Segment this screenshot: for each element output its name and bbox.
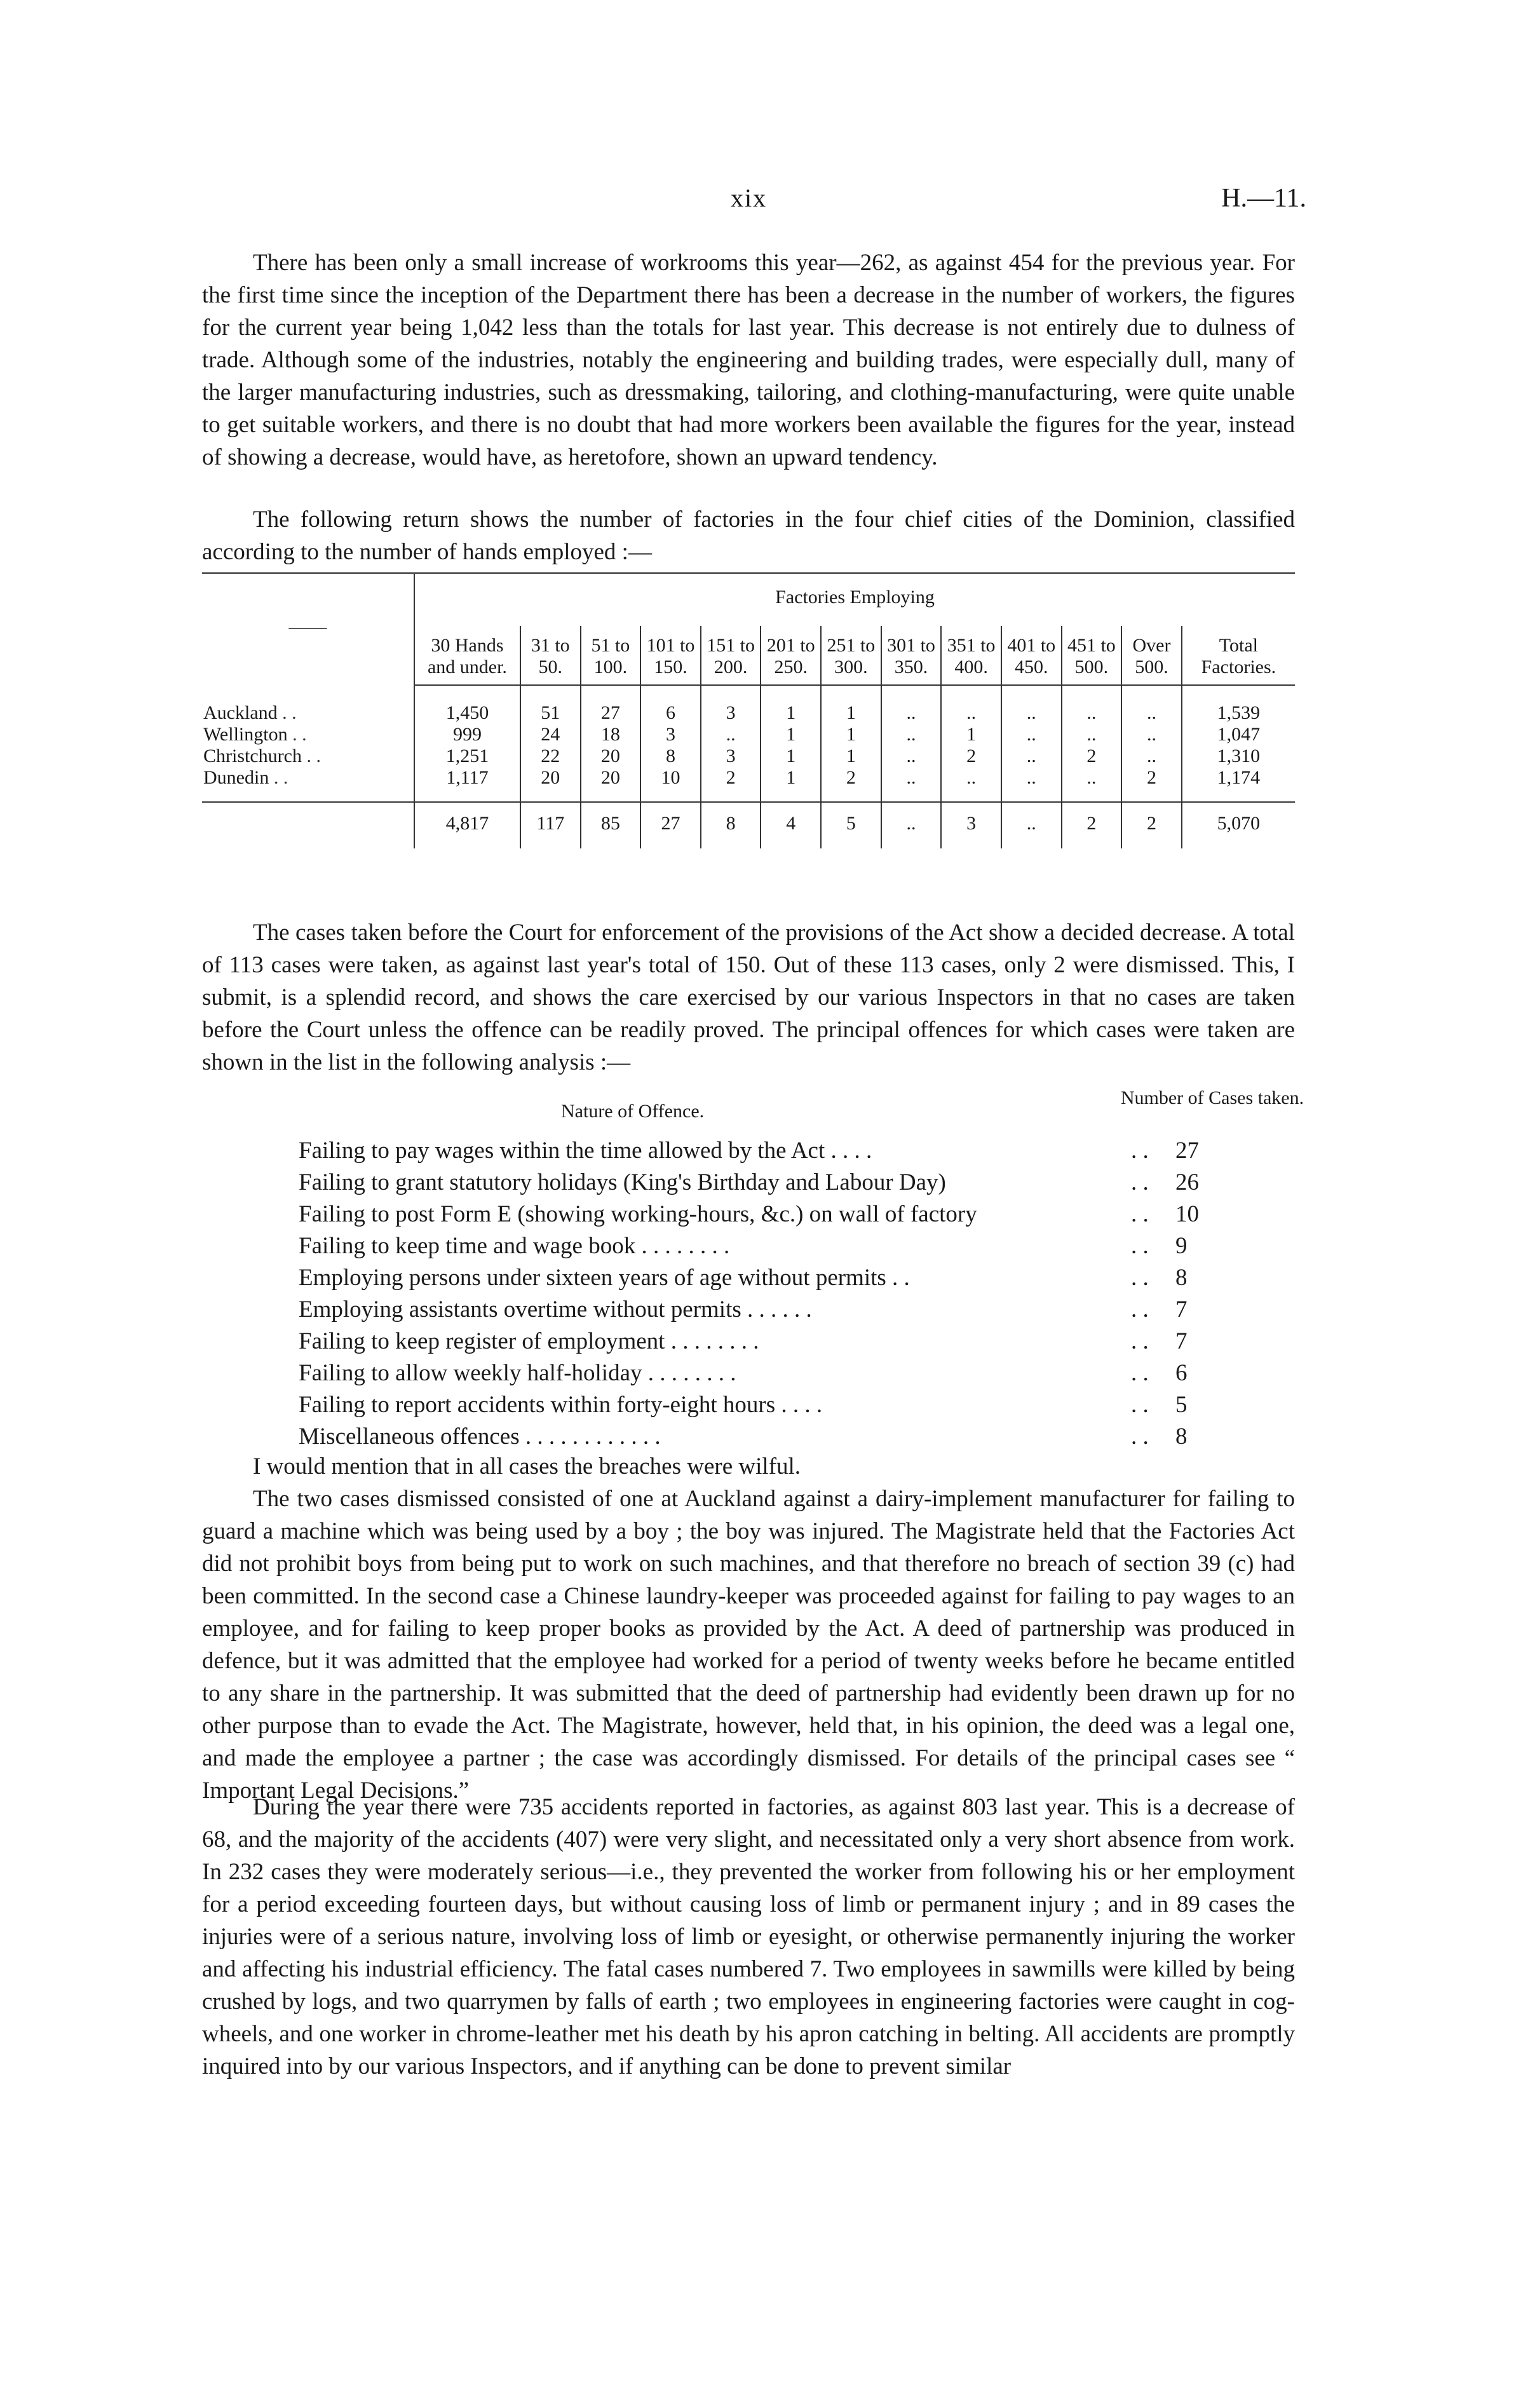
leader-dots: . .	[1131, 1233, 1149, 1259]
table-cell: 2	[1062, 745, 1122, 767]
column-header: 401 to 450.	[1001, 626, 1062, 685]
table-row	[202, 767, 1295, 789]
table-cell: ..	[1001, 685, 1062, 724]
column-header: 201 to 250.	[761, 626, 821, 685]
city-cell: Christchurch . .	[203, 745, 321, 766]
table-cell: ..	[1121, 724, 1182, 745]
return-intro-paragraph	[202, 503, 1295, 568]
table-cell: ..	[881, 745, 942, 767]
accidents-text: During the year there were 735 accidents reported in factories, as against 803 last year. This is a decrease of 68, and the majority of the accidents (407) were very slight, and necessitated only a very short absence from work. In 232 cases they were moderately serious—i.e., they prevented the worker from following his or her employment for a period exceeding fourteen days, but without causing loss of limb or permanent injury ; and in 89 cases the injuries were of a serious nature, involving loss of limb or eyesight, or otherwise permanently injuring the worker and affecting his industrial efficiency. The fatal cases numbered 7. Two employees in sawmills were killed by being crushed by logs, and two quarrymen by falls of earth ; two employees in engineering factories were caught in cog-wheels, and one worker in chrome-leather met his death by his apron catching in belting. All accidents are promptly inquired into by our various Inspectors, and if anything can be done to prevent similar	[202, 1794, 1295, 2079]
offence-count: 8	[1175, 1265, 1188, 1291]
intro-paragraph	[202, 247, 1295, 473]
list-item	[299, 1294, 1258, 1326]
table-cell: 18	[581, 724, 641, 745]
dismissed-cases-text: The two cases dismissed consisted of one at Auckland against a dairy-implement manufacturer for failing to guard a machine which was being used by a boy ; the boy was injured. The Magistrate held that the Factories Act did not prohibit boys from being put to work on such machines, and that therefore no breach of section 39 (c) had been committed. In the second case a Chinese laundry-keeper was proceeded against for failing to pay wages to an employee, and for failing to keep proper books as provided by the Act. A deed of partnership was produced in defence, but it was admitted that the employee had worked for a period of twenty weeks before he became entitled to any share in the partnership. It was submitted that the deed of partnership had evidently been drawn up for no other purpose than to evade the Act. The Magistrate, however, held that, in his opinion, the deed was a legal one, and made the employee a partner ; the case was accordingly dismissed. For details of the principal cases see “ Important Legal Decisions.”	[202, 1486, 1295, 1804]
list-item	[299, 1389, 1258, 1421]
table-cell: ..	[1121, 685, 1182, 724]
totals-cell: 2	[1121, 802, 1182, 848]
offence-count: 7	[1175, 1296, 1188, 1323]
offence-label: Failing to keep time and wage book . . . . . . . .	[299, 1233, 730, 1259]
leader-dots: . .	[1131, 1169, 1149, 1195]
table-cell: ..	[1001, 724, 1062, 745]
leader-dots: . .	[1131, 1424, 1149, 1450]
table-cell: 1	[761, 685, 821, 724]
column-header: 351 to 400.	[941, 626, 1001, 685]
table-row	[202, 724, 1295, 745]
offence-label: Failing to post Form E (showing working-hours, &c.) on wall of factory	[299, 1201, 977, 1227]
leader-dots: . .	[1131, 1392, 1149, 1418]
total-cell: 1,174	[1182, 767, 1295, 789]
offence-nature-header: Nature of Offence.	[561, 1101, 705, 1122]
offence-count: 9	[1175, 1233, 1188, 1259]
totals-cell: 117	[520, 802, 581, 848]
totals-cell: 27	[640, 802, 701, 848]
offences-list	[299, 1135, 1258, 1453]
table-cell: 1	[941, 724, 1001, 745]
table-cell: 1,117	[414, 767, 520, 789]
totals-row	[202, 802, 1295, 848]
table-cell: 1,450	[414, 685, 520, 724]
table-cell: ..	[941, 767, 1001, 789]
table-cell: ..	[1062, 724, 1122, 745]
table-cell: 27	[581, 685, 641, 724]
offence-label: Failing to report accidents within forty-eight hours . . . .	[299, 1392, 823, 1418]
table-cell: ..	[1121, 745, 1182, 767]
leader-dots: . .	[1131, 1265, 1149, 1291]
totals-cell: ..	[881, 802, 942, 848]
accidents-paragraph	[202, 1791, 1295, 2083]
column-header: Over 500.	[1121, 626, 1182, 685]
city-cell: Dunedin . .	[203, 767, 288, 788]
offence-label: Failing to grant statutory holidays (King's Birthday and Labour Day)	[299, 1169, 946, 1195]
leader-dots: . .	[1131, 1296, 1149, 1323]
leader-dots: . .	[1131, 1201, 1149, 1227]
table-cell: ..	[1001, 767, 1062, 789]
column-header: 101 to 150.	[640, 626, 701, 685]
cases-paragraph	[202, 916, 1295, 1078]
offence-label: Miscellaneous offences . . . . . . . . . . . .	[299, 1424, 661, 1450]
offence-count: 8	[1175, 1424, 1188, 1450]
table-cell: 6	[640, 685, 701, 724]
column-header: 301 to 350.	[881, 626, 942, 685]
totals-cell: 8	[701, 802, 761, 848]
table-cell: ..	[881, 685, 942, 724]
table-cell: 999	[414, 724, 520, 745]
total-cell: 1,047	[1182, 724, 1295, 745]
table-cell: 2	[701, 767, 761, 789]
offence-label: Employing assistants overtime without permits . . . . . .	[299, 1296, 812, 1323]
table-cell: 2	[1121, 767, 1182, 789]
totals-label-cell	[202, 802, 414, 848]
offence-count: 27	[1175, 1138, 1199, 1164]
table-cell: ..	[881, 724, 942, 745]
list-item	[299, 1230, 1258, 1262]
table-cell: 1,251	[414, 745, 520, 767]
dismissed-cases-paragraph	[202, 1483, 1295, 1807]
cases-text: The cases taken before the Court for enforcement of the provisions of the Act show a decided decrease. A total of 113 cases were taken, as against last year's total of 150. Out of these 113 cases, only 2 were dismissed. This, I submit, is a splendid record, and shows the care exercised by our various Inspectors in that no cases are taken before the Court unless the offence can be readily proved. The principal offences for which cases were taken are shown in the list in the following analysis :—	[202, 920, 1295, 1075]
totals-cell: 4	[761, 802, 821, 848]
offence-count: 10	[1175, 1201, 1199, 1227]
table-cell: ..	[1062, 685, 1122, 724]
totals-cell: 5	[821, 802, 881, 848]
table-cell: 3	[640, 724, 701, 745]
total-cell: 1,310	[1182, 745, 1295, 767]
grand-total-cell: 5,070	[1182, 802, 1295, 848]
column-header: 251 to 300.	[821, 626, 881, 685]
list-item	[299, 1135, 1258, 1167]
factories-employing-header: Factories Employing	[414, 573, 1295, 627]
list-item	[299, 1167, 1258, 1199]
column-header: 51 to 100.	[581, 626, 641, 685]
wilful-text: I would mention that in all cases the breaches were wilful.	[253, 1453, 801, 1479]
totals-cell: 2	[1062, 802, 1122, 848]
document-code: H.—11.	[1221, 184, 1306, 213]
total-cell: 1,539	[1182, 685, 1295, 724]
table-cell: ..	[1062, 767, 1122, 789]
table-row	[202, 745, 1295, 767]
offence-label: Failing to keep register of employment . . . . . . . .	[299, 1328, 759, 1354]
table-cell: 20	[581, 767, 641, 789]
totals-cell: ..	[1001, 802, 1062, 848]
leader-dots: . .	[1131, 1360, 1149, 1386]
offence-count-header: Number of Cases taken.	[1120, 1087, 1304, 1108]
page-header	[0, 183, 1516, 221]
table-cell: 24	[520, 724, 581, 745]
offence-count: 6	[1175, 1360, 1188, 1386]
table-cell: 10	[640, 767, 701, 789]
blank-column-header: ——	[202, 573, 414, 686]
return-intro-text: The following return shows the number of factories in the four chief cities of the Dominion, classified according to the number of hands employed :—	[202, 507, 1295, 565]
column-header: 31 to 50.	[520, 626, 581, 685]
page-number: xix	[731, 184, 768, 212]
table-cell: ..	[701, 724, 761, 745]
table-cell: 2	[821, 767, 881, 789]
intro-text: There has been only a small increase of workrooms this year—262, as against 454 for the previous year. For the first time since the inception of the Department there has been a decrease in the number of workers, the figures for the current year being 1,042 less than the totals for last year. This decrease is not entirely due to dulness of trade. Although some of the industries, notably the engineering and building trades, were especially dull, many of the larger manufacturing industries, such as dressmaking, tailoring, and clothing-manufacturing, were quite unable to get suitable workers, and there is no doubt that had more workers been available the figures for the year, instead of showing a decrease, would have, as heretofore, shown an upward tendency.	[202, 250, 1295, 470]
offence-count: 7	[1175, 1328, 1188, 1354]
column-header-total: Total Factories.	[1182, 626, 1295, 685]
list-item	[299, 1326, 1258, 1357]
list-item	[299, 1262, 1258, 1294]
table-cell: 1	[821, 745, 881, 767]
city-cell: Auckland . .	[203, 702, 297, 723]
offence-label: Employing persons under sixteen years of age without permits . .	[299, 1265, 910, 1291]
totals-cell: 3	[941, 802, 1001, 848]
table-row	[202, 685, 1295, 724]
list-item	[299, 1199, 1258, 1230]
table-cell: ..	[1001, 745, 1062, 767]
column-header: 30 Hands and under.	[414, 626, 520, 685]
table-cell: 2	[941, 745, 1001, 767]
table-cell: 3	[701, 685, 761, 724]
table-cell: 1	[761, 724, 821, 745]
offence-count: 5	[1175, 1392, 1188, 1418]
totals-cell: 4,817	[414, 802, 520, 848]
table-cell: 1	[821, 724, 881, 745]
table-cell: ..	[941, 685, 1001, 724]
table-cell: 3	[701, 745, 761, 767]
table-cell: 51	[520, 685, 581, 724]
column-header: 151 to 200.	[701, 626, 761, 685]
offence-label: Failing to pay wages within the time allowed by the Act . . . .	[299, 1138, 872, 1164]
offence-label: Failing to allow weekly half-holiday . . . . . . . .	[299, 1360, 736, 1386]
table-cell: 20	[581, 745, 641, 767]
offence-count: 26	[1175, 1169, 1199, 1195]
table-cell: 20	[520, 767, 581, 789]
table-cell: 8	[640, 745, 701, 767]
leader-dots: . .	[1131, 1138, 1149, 1164]
table-cell: ..	[881, 767, 942, 789]
table-cell: 22	[520, 745, 581, 767]
city-cell: Wellington . .	[203, 724, 307, 745]
offences-header	[202, 1087, 1304, 1133]
list-item	[299, 1421, 1258, 1453]
column-header: 451 to 500.	[1062, 626, 1122, 685]
leader-dots: . .	[1131, 1328, 1149, 1354]
wilful-paragraph	[202, 1450, 1295, 1483]
table-cell: 1	[761, 767, 821, 789]
totals-cell: 85	[581, 802, 641, 848]
factories-table	[202, 572, 1295, 848]
list-item	[299, 1357, 1258, 1389]
table-cell: 1	[761, 745, 821, 767]
table-cell: 1	[821, 685, 881, 724]
table-spacer	[202, 789, 1295, 802]
